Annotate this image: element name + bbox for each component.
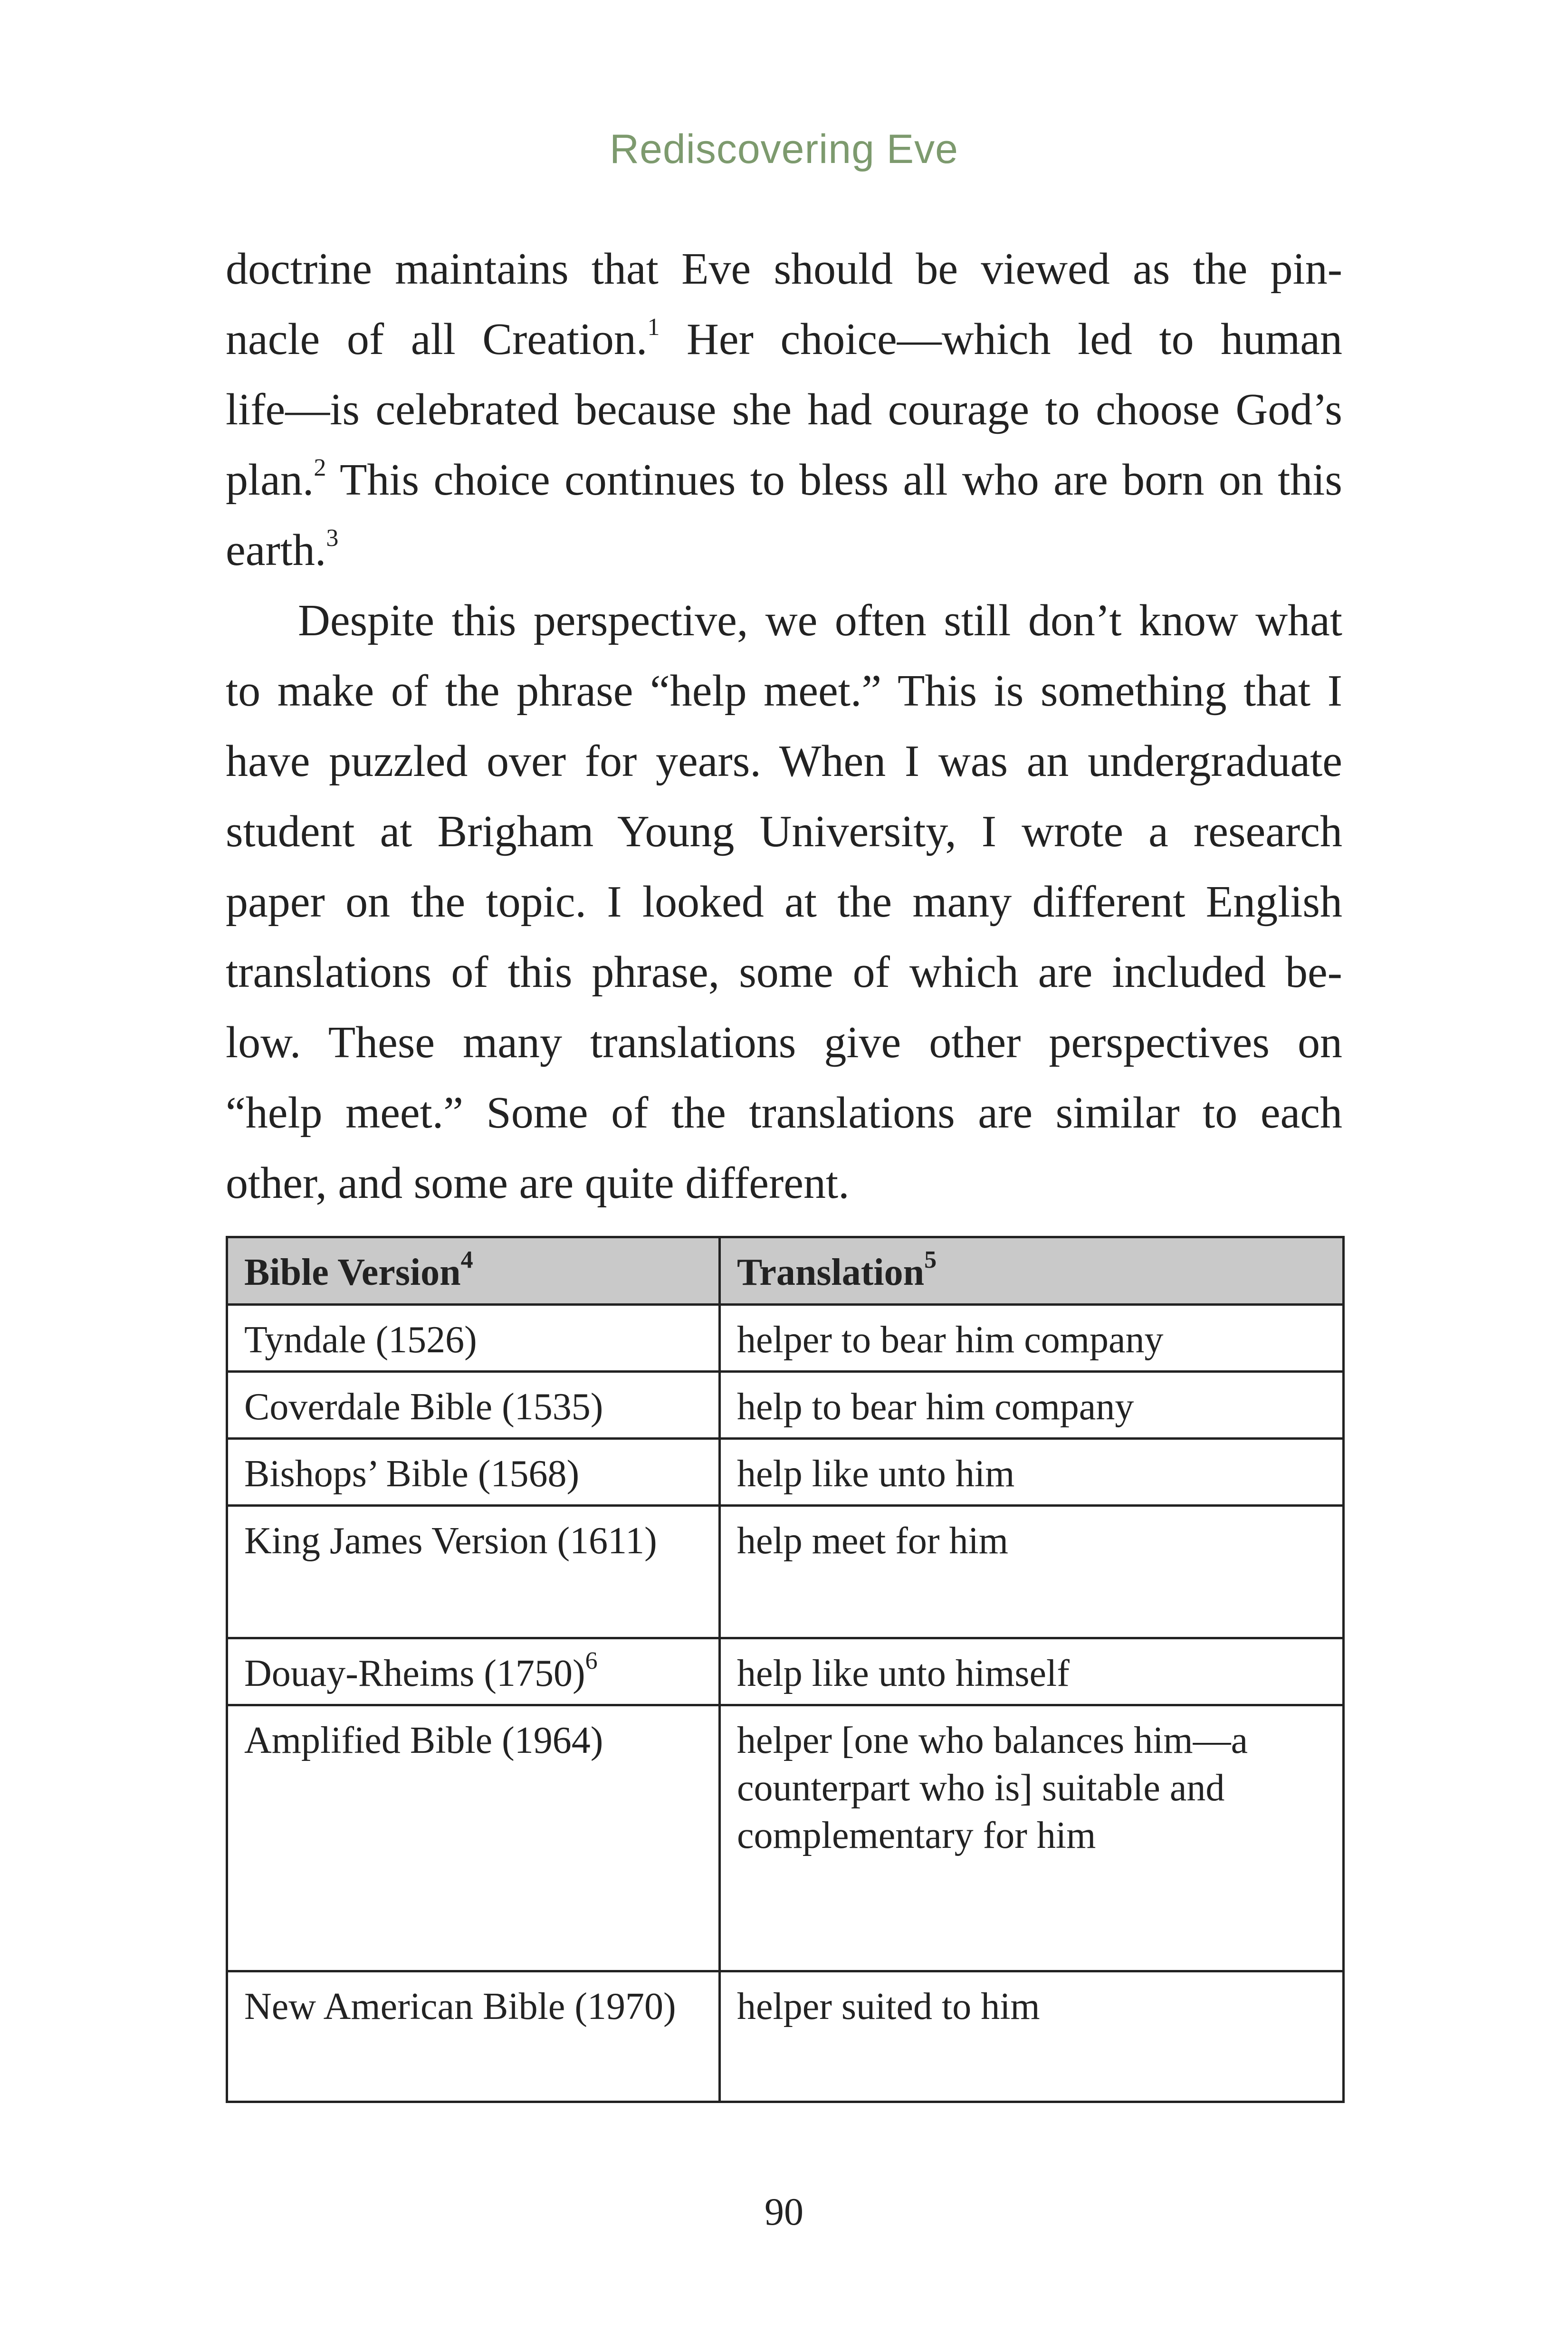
table-row	[227, 1705, 1344, 1971]
version-cell: Coverdale Bible (1535)	[227, 1372, 720, 1439]
translation-cell: helper suited to him	[720, 1971, 1344, 2102]
footnote-marker-3: 3	[326, 524, 339, 552]
paragraph-2-line-8: “help meet.” Some of the translations are similar to each	[226, 1088, 1342, 1138]
table-header-row	[227, 1237, 1344, 1305]
translation-cell: help to bear him company	[720, 1372, 1344, 1439]
paragraph-2-line-2: to make of the phrase “help meet.” This is something that I	[226, 666, 1342, 716]
footnote-marker-2: 2	[314, 454, 326, 481]
text-run: Her choice—which led to human	[660, 315, 1343, 364]
translation-cell: help like unto himself	[720, 1638, 1344, 1705]
version-cell	[227, 1638, 720, 1705]
footnote-marker-5: 5	[924, 1246, 937, 1274]
header-label: Translation	[737, 1252, 925, 1293]
paragraph-2-line-9: other, and some are quite different.	[226, 1158, 850, 1208]
header-label: Bible Version	[244, 1252, 461, 1293]
table-row	[227, 1305, 1344, 1372]
table-row	[227, 1506, 1344, 1638]
version-cell: Amplified Bible (1964)	[227, 1705, 720, 1971]
paragraph-1-line-5	[226, 515, 1342, 585]
table-row	[227, 1638, 1344, 1705]
paragraph-2-line-1: Despite this perspective, we often still don’t know what	[298, 596, 1342, 645]
paragraph-2-line-6: translations of this phrase, some of which are included be-	[226, 947, 1342, 997]
header-translation	[720, 1237, 1344, 1305]
translation-cell: helper to bear him company	[720, 1305, 1344, 1372]
footnote-marker-6: 6	[585, 1647, 598, 1675]
text-run: plan.	[226, 455, 314, 505]
running-head: Rediscovering Eve	[609, 126, 959, 172]
text-run: earth.	[226, 526, 326, 575]
text-run: This choice continues to bless all who are born on this	[326, 455, 1342, 505]
body-text	[226, 234, 1342, 1218]
table-row	[227, 1439, 1344, 1506]
table-row	[227, 1971, 1344, 2102]
version-cell: King James Version (1611)	[227, 1506, 720, 1638]
translation-cell: help like unto him	[720, 1439, 1344, 1506]
paragraph-2-line-7: low. These many translations give other perspectives on	[226, 1018, 1342, 1067]
paragraph-2-line-4: student at Brigham Young University, I wrote a research	[226, 807, 1342, 856]
paragraph-2-line-3: have puzzled over for years. When I was an undergraduate	[226, 736, 1342, 786]
header-bible-version	[227, 1237, 720, 1305]
paragraph-1-line-4	[226, 445, 1342, 515]
translations-table-wrap	[226, 1236, 1342, 2103]
paragraph-2-line-5: paper on the topic. I looked at the many different English	[226, 877, 1342, 927]
text-run: nacle of all Creation.	[226, 315, 648, 364]
version-cell: Bishops’ Bible (1568)	[227, 1439, 720, 1506]
paragraph-1-line-2	[226, 304, 1342, 374]
footnote-marker-1: 1	[647, 313, 660, 341]
version-label: Douay-Rheims (1750)	[244, 1653, 585, 1694]
paragraph-1-line-3: life—is celebrated because she had courage to choose God’s	[226, 385, 1342, 434]
paragraph-1-line-1: doctrine maintains that Eve should be viewed as the pin-	[226, 244, 1342, 294]
footnote-marker-4: 4	[460, 1246, 473, 1274]
page-number: 90	[765, 2190, 803, 2233]
translation-cell: help meet for him	[720, 1506, 1344, 1638]
translations-table	[226, 1236, 1345, 2103]
translation-cell: helper [one who balances him—a counterpart who is] suitable and complementary for him	[720, 1705, 1344, 1971]
version-cell: New American Bible (1970)	[227, 1971, 720, 2102]
version-cell: Tyndale (1526)	[227, 1305, 720, 1372]
table-row	[227, 1372, 1344, 1439]
